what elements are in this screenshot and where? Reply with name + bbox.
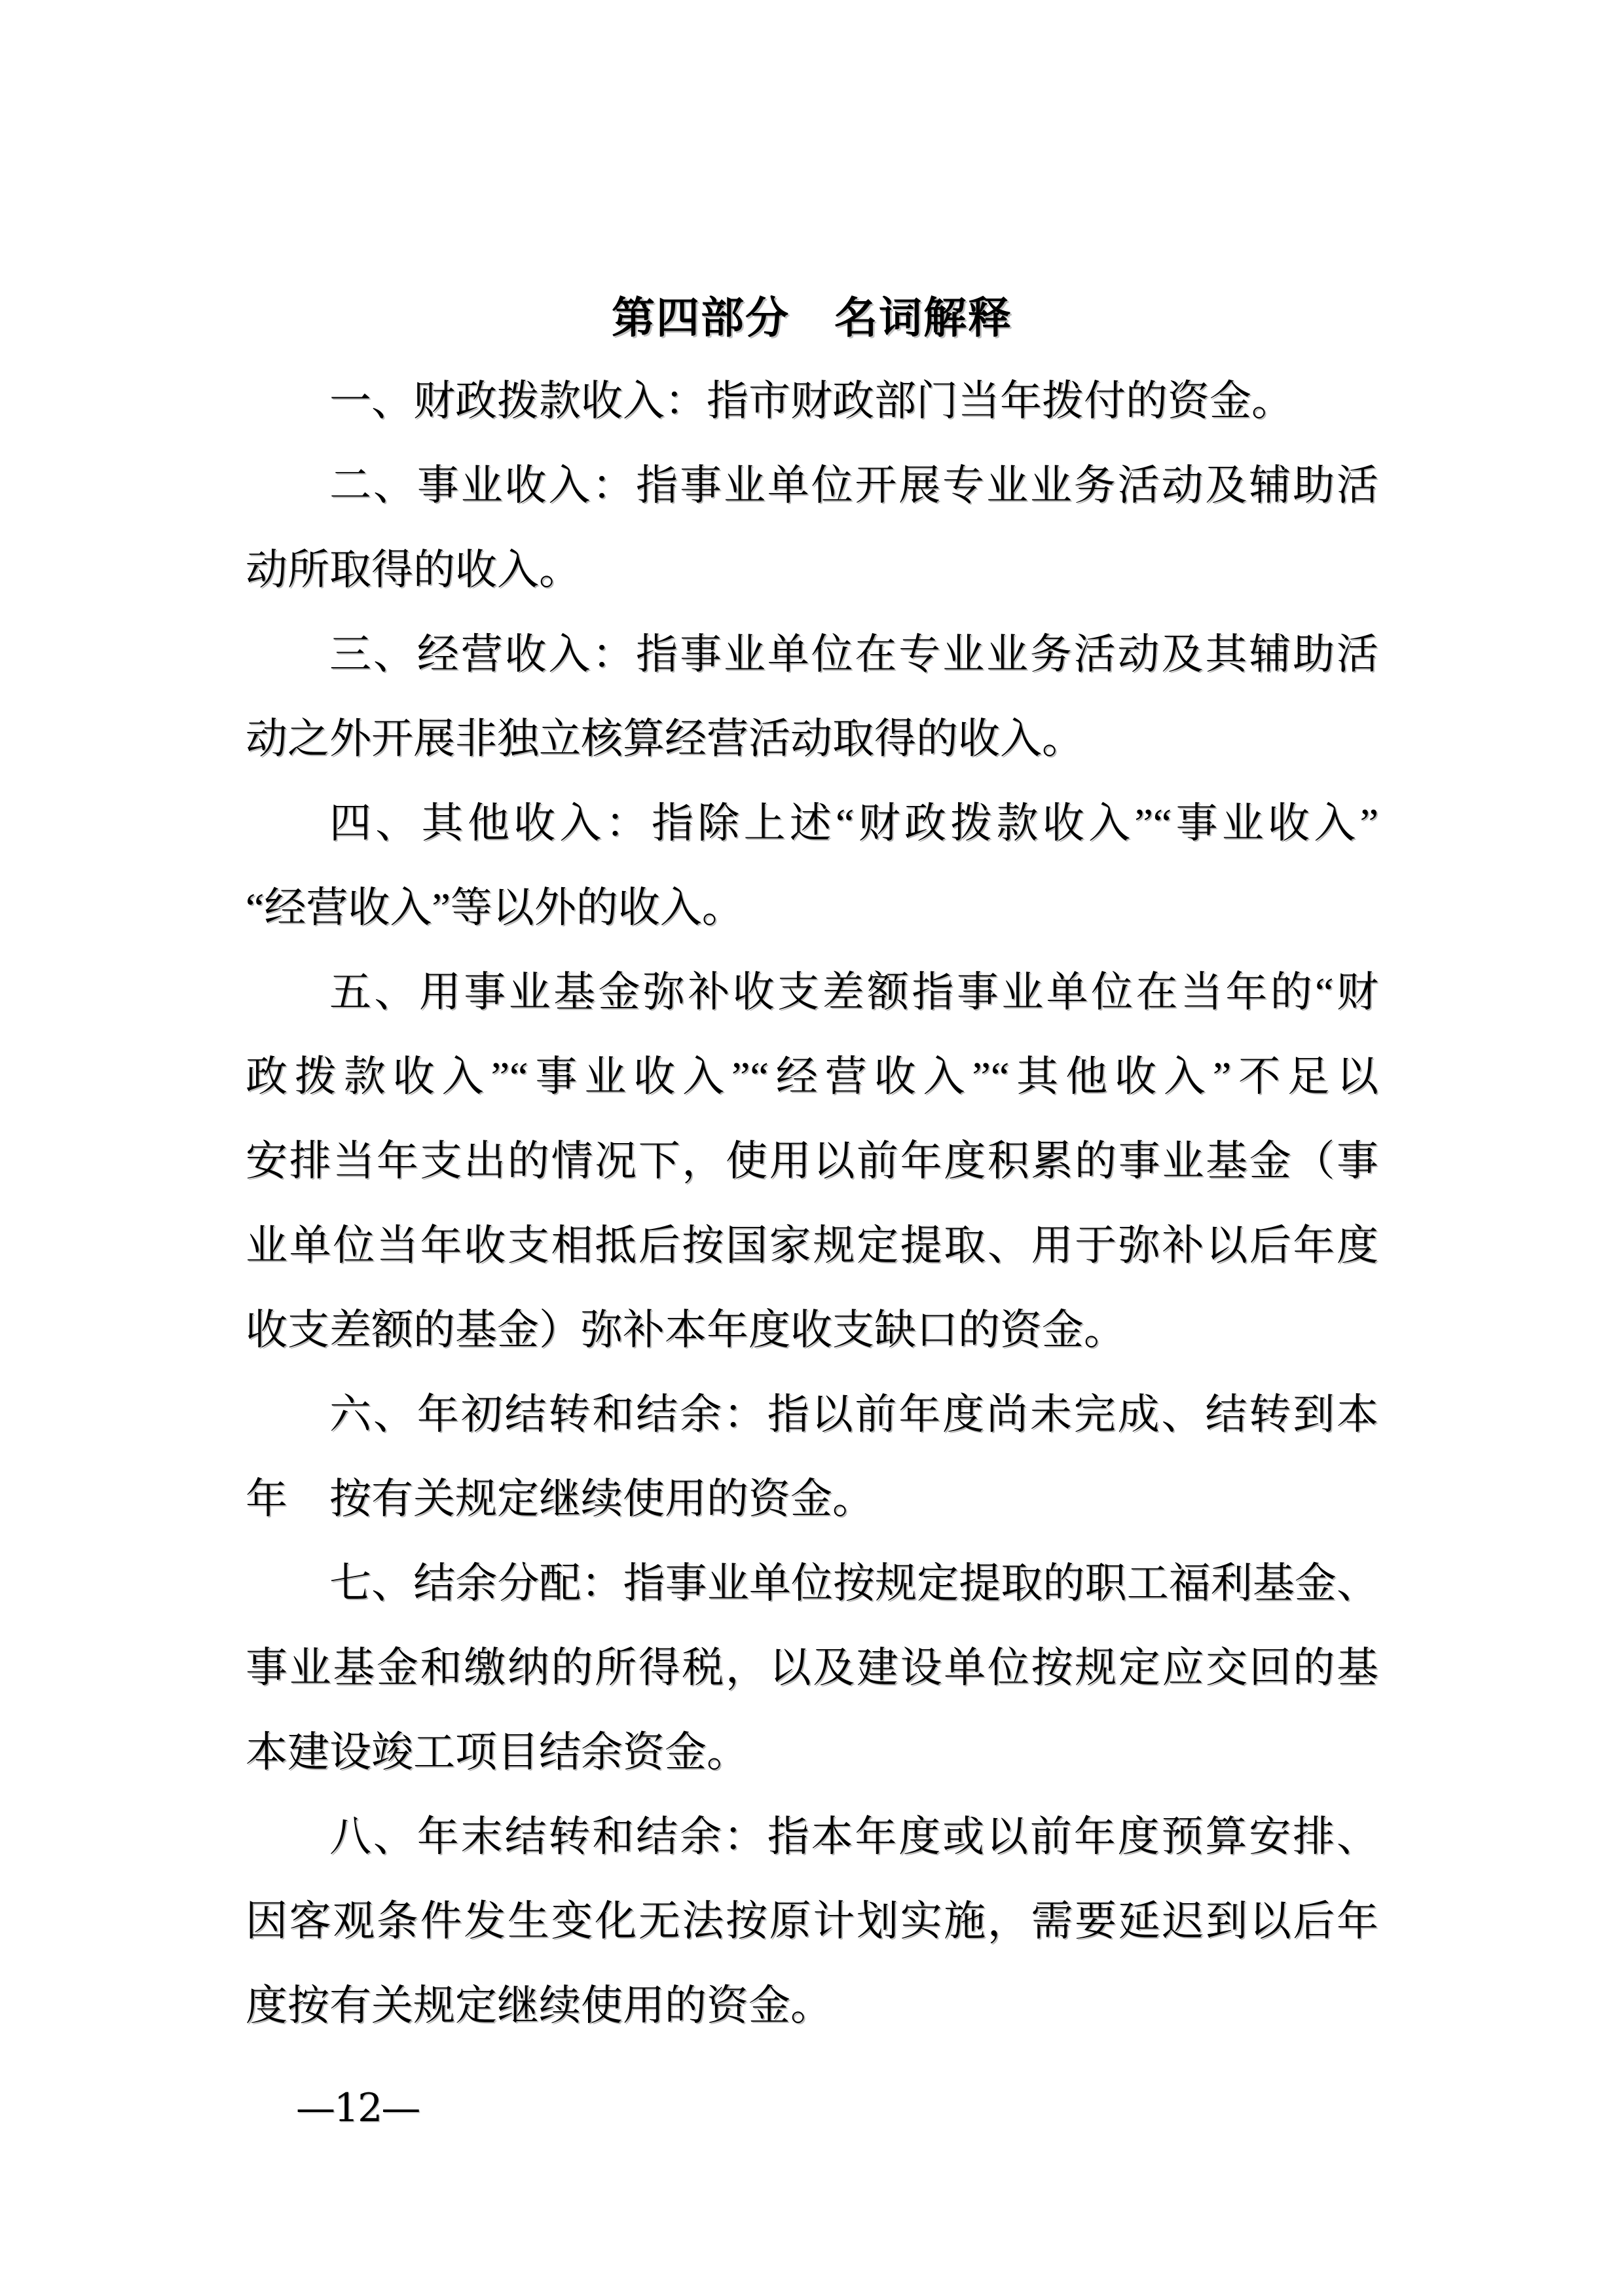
text-line: 一、财政拨款收入：指市财政部门当年拨付的资金。	[329, 378, 1293, 424]
text-line: 本建设竣工项目结余资金。	[246, 1729, 748, 1776]
page-number: —12—	[296, 2085, 420, 2131]
text-line: 二、事业收入：指事业单位开展专业业务活动及辅助活	[329, 462, 1378, 509]
text-line: 事业基金和缴纳的所得税，以及建设单位按规定应交回的基	[246, 1645, 1378, 1691]
text-line: 八、年末结转和结余：指本年度或以前年度预算安排、	[329, 1813, 1378, 1860]
text-line: 动所取得的收入。	[246, 547, 581, 593]
section-title: 第四部分 名词解释	[612, 293, 1012, 342]
text-line: 七、结余分配：指事业单位按规定提取的职工福利基金、	[329, 1560, 1378, 1607]
text-line: 因客观条件发生变化无法按原计划实施，需要延迟到以后年	[246, 1898, 1378, 1944]
text-line: 政拨款收入”“事业收入”“经营收入”“其他收入”不足以	[246, 1053, 1378, 1100]
text-line: 六、年初结转和结余：指以前年度尚未完成、结转到本	[329, 1391, 1378, 1438]
text-line: 五、用事业基金弥补收支差额指事业单位在当年的“财	[329, 969, 1378, 1015]
text-line: 业单位当年收支相抵后按国家规定提取、用于弥补以后年度	[246, 1222, 1378, 1269]
text-line: 动之外开展非独立核算经营活动取得的收入。	[246, 716, 1084, 762]
text-line: 收支差额的基金）弥补本年度收支缺口的资金。	[246, 1307, 1126, 1353]
text-line: 安排当年支出的情况下，使用以前年度积累的事业基金（事	[246, 1138, 1378, 1184]
text-line: 四、其他收入：指除上述“财政拨款收入”“事业收入”	[329, 800, 1378, 847]
text-line: 三、经营收入：指事业单位在专业业务活动及其辅助活	[329, 631, 1378, 678]
body-text	[246, 359, 1378, 2048]
text-line: “经营收入”等以外的收入。	[246, 884, 744, 931]
text-line: 度按有关规定继续使用的资金。	[246, 1982, 832, 2029]
text-line: 年 按有关规定继续使用的资金。	[246, 1476, 874, 1522]
